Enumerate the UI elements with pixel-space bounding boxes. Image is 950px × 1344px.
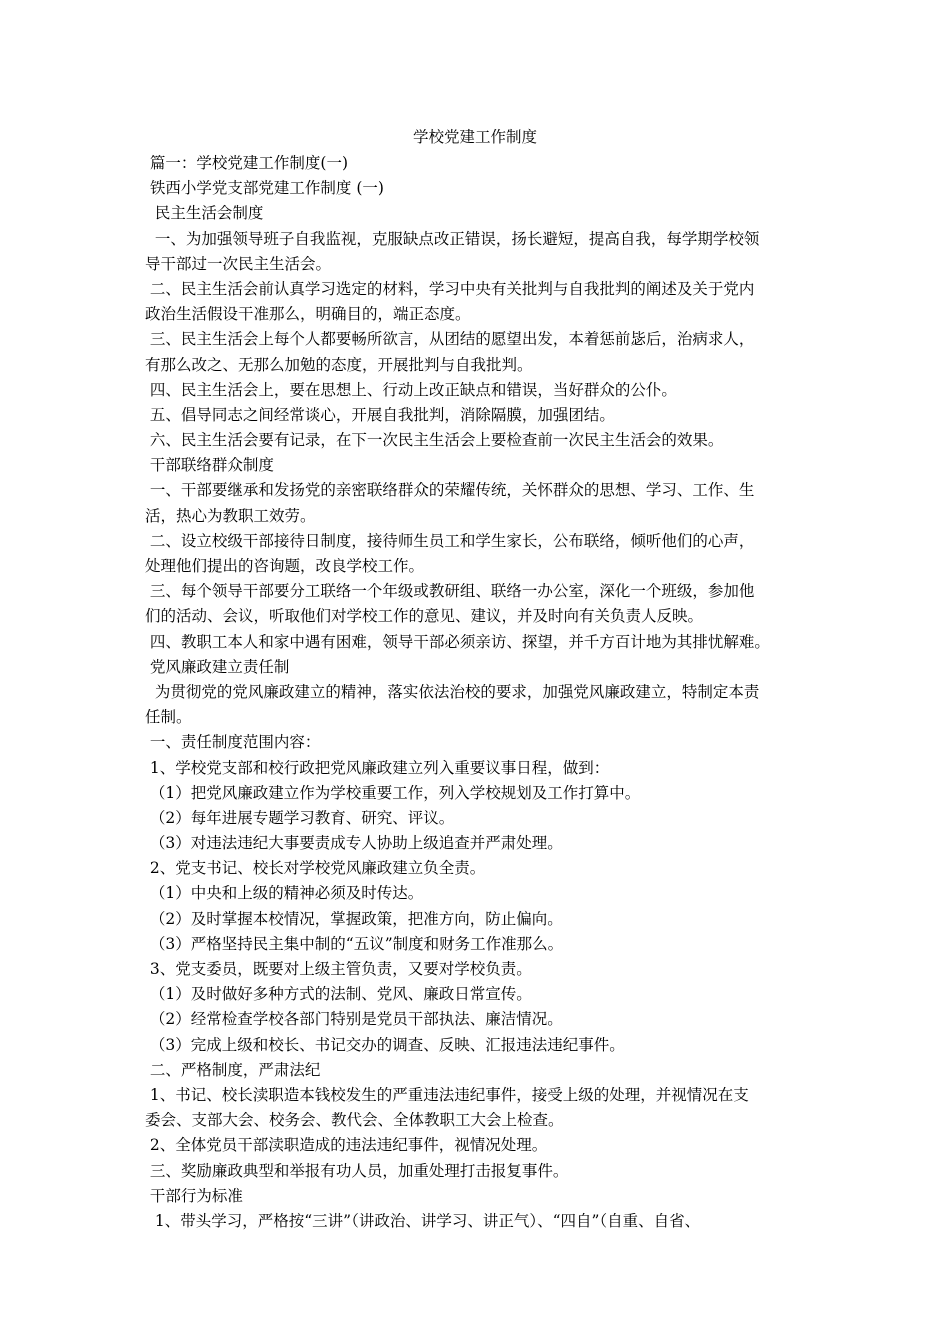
text-line: （3）对违法违纪大事要责成专人协助上级追查并严肃处理。 (145, 834, 563, 853)
text-line: 2、党支书记、校长对学校党风廉政建立负全责。 (145, 859, 486, 878)
text-line: 六、民主生活会要有记录，在下一次民主生活会上要检查前一次民主生活会的效果。 (145, 431, 724, 450)
text-line: 铁西小学党支部党建工作制度 (一) (145, 179, 384, 198)
text-line: 四、教职工本人和家中遇有困难，领导干部必须亲访、探望，并千方百计地为其排忧解难。 (145, 632, 770, 651)
text-line: 处理他们提出的咨询题，改良学校工作。 (145, 557, 425, 575)
text-line: 3、党支委员，既要对上级主管负责，又要对学校负责。 (145, 960, 532, 978)
text-line: （3）严格坚持民主集中制的“五议”制度和财务工作准那么。 (145, 934, 564, 953)
text-line: 们的活动、会议，听取他们对学校工作的意见、建议，并及时向有关负责人反映。 (145, 607, 704, 626)
text-line: 四、民主生活会上，要在思想上、行动上改正缺点和错误，当好群众的公仆。 (145, 380, 677, 399)
text-line: 为贯彻党的党风廉政建立的精神，落实依法治校的要求，加强党风廉政建立，特制定本责 (145, 682, 760, 701)
text-line: 1、带头学习，严格按“三讲”（讲政治、讲学习、讲正气）、“四自”（自重、自省、 (145, 1211, 701, 1230)
page-title: 学校党建工作制度 (412, 128, 537, 146)
text-line: 2、全体党员干部渎职造成的违法违纪事件，视情况处理。 (145, 1136, 548, 1155)
text-line: 二、严格制度，严肃法纪 (145, 1060, 321, 1079)
text-line: （1）把党风廉政建立作为学校重要工作，列入学校规划及工作打算中。 (145, 783, 641, 802)
text-line: 五、倡导同志之间经常谈心，开展自我批判，消除隔膜，加强团结。 (145, 405, 615, 424)
text-line: 三、奖励廉政典型和举报有功人员，加重处理打击报复事件。 (145, 1161, 569, 1180)
text-line: 有那么改之、无那么加勉的态度，开展批判与自我批判。 (145, 355, 533, 374)
text-line: 三、每个领导干部要分工联络一个年级或教研组、联络一办公室，深化一个班级，参加他 (145, 582, 755, 601)
document-body (145, 151, 815, 1234)
text-line: （2）每年进展专题学习教育、研究、评议。 (145, 808, 455, 827)
text-line: 篇一：学校党建工作制度(一) (145, 154, 349, 172)
text-line: 1、书记、校长渎职造本钱校发生的严重违法违纪事件，接受上级的处理，并视情况在支 (145, 1085, 749, 1104)
text-line: 干部行为标准 (145, 1186, 243, 1205)
text-line: 任制。 (145, 708, 192, 727)
text-line: （2）及时掌握本校情况，掌握政策，把准方向，防止偏向。 (145, 909, 563, 928)
text-line: 1、学校党支部和校行政把党风廉政建立列入重要议事日程，做到： (145, 758, 610, 777)
text-line: 二、设立校级干部接待日制度，接待师生员工和学生家长，公布联络，倾听他们的心声， (145, 531, 755, 550)
text-line: 委会、支部大会、校务会、教代会、全体教职工大会上检查。 (145, 1111, 564, 1130)
text-line: 导干部过一次民主生活会。 (145, 254, 332, 273)
text-line: 活，热心为教职工效劳。 (145, 506, 316, 525)
text-line: 政治生活假设干准那么，明确目的，端正态度。 (145, 305, 471, 324)
text-line: 一、责任制度范围内容： (145, 733, 321, 752)
text-line: （1）中央和上级的精神必须及时传达。 (145, 884, 424, 903)
text-line: 一、干部要继承和发扬党的亲密联络群众的荣耀传统，关怀群众的思想、学习、工作、生 (145, 481, 755, 500)
text-line: （2）经常检查学校各部门特别是党员干部执法、廉洁情况。 (145, 1010, 563, 1029)
text-line: （3）完成上级和校长、书记交办的调查、反映、汇报违法违纪事件。 (145, 1035, 625, 1054)
text-line: 二、民主生活会前认真学习选定的材料，学习中央有关批判与自我批判的阐述及关于党内 (145, 279, 755, 298)
text-line: 一、为加强领导班子自我监视，克服缺点改正错误，扬长避短，提高自我，每学期学校领 (145, 229, 760, 248)
text-line: 民主生活会制度 (145, 204, 264, 223)
text-line: 党风廉政建立责任制 (145, 657, 290, 676)
text-line: 干部联络群众制度 (145, 456, 274, 475)
text-line: （1）及时做好多种方式的法制、党风、廉政日常宣传。 (145, 985, 532, 1004)
text-line: 三、民主生活会上每个人都要畅所欲言，从团结的愿望出发，本着惩前毖后，治病求人， (145, 330, 755, 349)
